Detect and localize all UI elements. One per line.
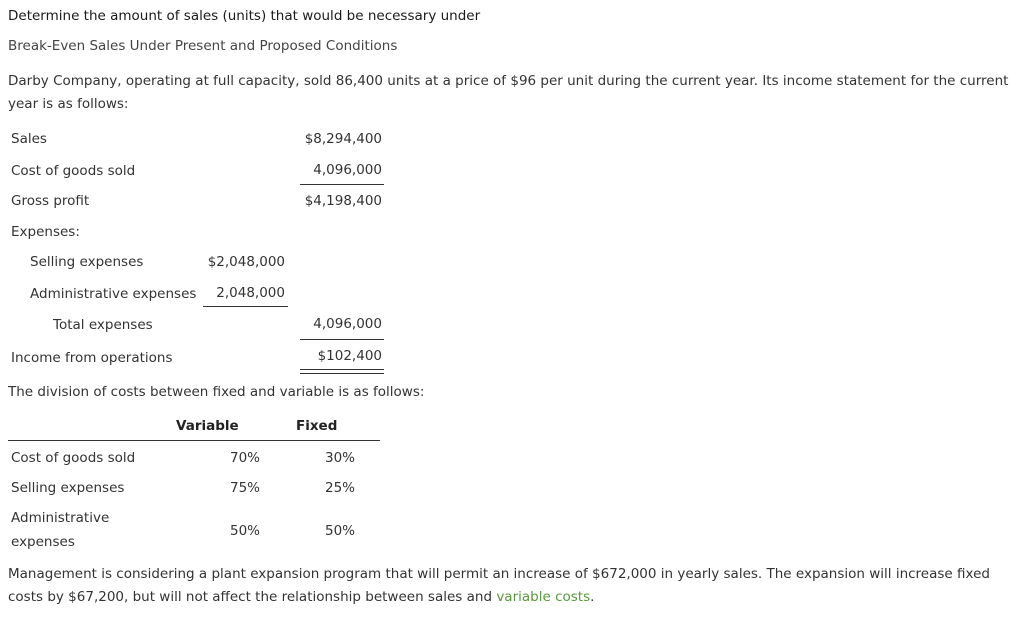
row-fixed-pct: 50% xyxy=(324,523,355,539)
row-fixed-pct: 30% xyxy=(324,450,355,466)
admin-underline xyxy=(203,306,288,307)
income-from-operations-value: $102,400 xyxy=(317,348,382,364)
closing-paragraph xyxy=(8,563,1018,609)
question-title: Determine the amount of sales (units) that would be necessary under xyxy=(8,8,481,24)
cogs-underline xyxy=(300,184,384,185)
closing-period: . xyxy=(590,589,595,605)
gross-profit-label: Gross profit xyxy=(11,193,90,209)
row-variable-pct: 75% xyxy=(229,480,260,496)
admin-expenses-label: Administrative expenses xyxy=(30,286,197,302)
selling-expenses-label: Selling expenses xyxy=(30,254,144,270)
division-intro: The division of costs between fixed and variable is as follows: xyxy=(8,384,425,400)
cogs-value: 4,096,000 xyxy=(313,162,382,178)
income-double-underline xyxy=(300,369,384,374)
cogs-label: Cost of goods sold xyxy=(11,163,136,179)
variable-header: Variable xyxy=(176,418,239,434)
table-header-rule xyxy=(8,440,380,441)
row-fixed-pct: 25% xyxy=(324,480,355,496)
closing-text: Management is considering a plant expansion program that will permit an increase of $672,000 in yearly sales. The expansion will increase fixed costs by $67,200, but will not affect the relationship between sales and xyxy=(8,566,990,605)
intro-paragraph: Darby Company, operating at full capacity, sold 86,400 units at a price of $96 per unit during the current year. Its income statement for the current year is as follows: xyxy=(8,73,1009,112)
row-label: Selling expenses xyxy=(11,480,125,496)
admin-expenses-value: 2,048,000 xyxy=(216,285,285,301)
income-from-operations-label: Income from operations xyxy=(11,350,173,366)
row-variable-pct: 50% xyxy=(229,523,260,539)
total-expenses-value: 4,096,000 xyxy=(313,316,382,332)
total-expenses-label: Total expenses xyxy=(53,317,153,333)
fixed-header: Fixed xyxy=(296,418,338,434)
row-label: Cost of goods sold xyxy=(11,450,136,466)
question-subtitle: Break-Even Sales Under Present and Proposed Conditions xyxy=(8,38,398,54)
total-underline xyxy=(300,339,384,340)
sales-label: Sales xyxy=(11,131,47,147)
variable-costs-link[interactable]: variable costs xyxy=(496,589,591,605)
row-variable-pct: 70% xyxy=(229,450,260,466)
sales-value: $8,294,400 xyxy=(304,131,382,147)
selling-expenses-value: $2,048,000 xyxy=(207,254,285,270)
expenses-label: Expenses: xyxy=(11,224,80,240)
gross-profit-value: $4,198,400 xyxy=(304,193,382,209)
row-label-line2: expenses xyxy=(11,534,75,550)
row-label-line1: Administrative xyxy=(11,510,110,526)
